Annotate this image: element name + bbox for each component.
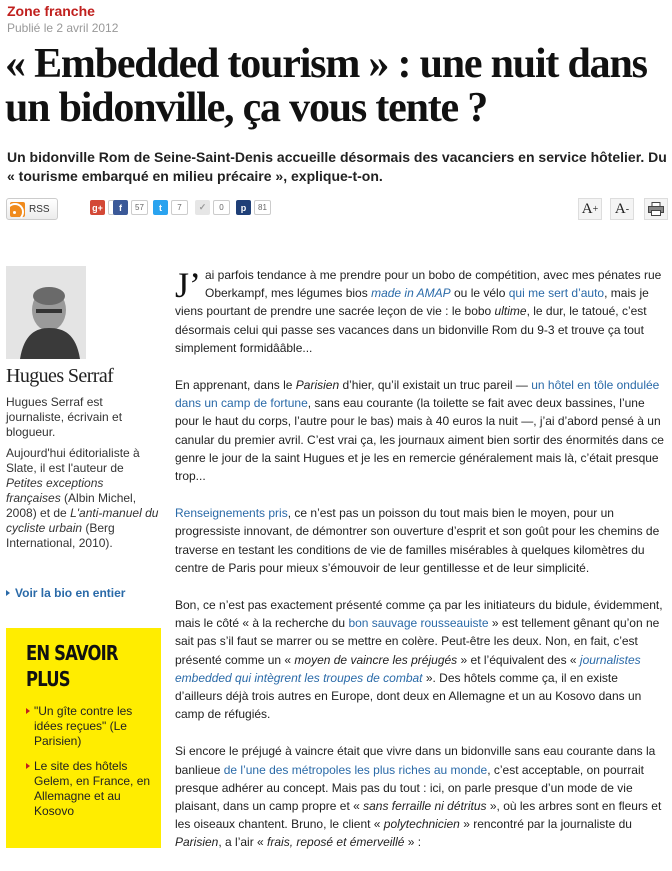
article-paragraph (175, 266, 667, 357)
pinterest-icon: p (236, 200, 251, 215)
font-increase-sign: + (592, 203, 599, 215)
article-text: sans ferraille ni détritus (363, 799, 487, 814)
article-text: » : (404, 835, 422, 850)
print-button[interactable] (644, 198, 668, 220)
font-decrease-label: A (614, 200, 626, 217)
article-link[interactable]: qui me sert d’auto (508, 286, 605, 301)
author-bio-intro: Hugues Serraf est journaliste, écrivain et blogueur. (6, 395, 123, 439)
author-photo (6, 266, 86, 359)
article-text: moyen de vaincre les préjugés (294, 652, 458, 667)
share-facebook[interactable] (113, 200, 148, 215)
font-decrease-sign: - (625, 203, 630, 215)
article-lede: Un bidonville Rom de Seine-Saint-Denis accueille désormais des vacanciers en service hôtelier. Du « tourisme embarqué en milieu précaire », explique-t-on. (7, 149, 667, 184)
font-increase-button[interactable] (578, 198, 602, 220)
book-title: Petites exceptions françaises (6, 476, 104, 505)
article-text: , le dur, le tatoué, c’est désormais celui qui passe ses vacances dans un bidonville Rom du 9-3 et trouve ça tout simplement formidââble... (175, 304, 647, 355)
article-paragraph (175, 742, 667, 851)
article-link[interactable]: Renseignements pris (175, 506, 288, 521)
article-text: frais, reposé et émerveillé (267, 835, 405, 850)
full-bio-link[interactable] (6, 586, 161, 600)
article-paragraph (175, 504, 667, 577)
article-text: d’hier, qu’il existait un truc pareil — (339, 378, 532, 393)
share-check[interactable] (195, 200, 230, 215)
article-link[interactable]: de l’une des métropoles les plus riches au monde (223, 762, 488, 777)
article-text: Parisien (295, 378, 340, 393)
share-count: 7 (171, 200, 188, 215)
article-paragraph (175, 376, 667, 485)
share-pinterest[interactable] (236, 200, 271, 215)
article-text: Parisien (175, 835, 219, 850)
article-link[interactable]: un hôtel en tôle ondulée dans un camp de fortune (175, 378, 660, 411)
article-body (175, 266, 667, 871)
google-plus-icon: g+ (90, 200, 105, 215)
article-text: , mais je viens pourtant de prendre une sacrée leçon de vie : le bobo (175, 286, 649, 319)
learn-more-link[interactable]: "Un gîte contre les idées reçues" (Le Parisien) (26, 704, 151, 749)
article-text: » rencontré par la journaliste du (459, 817, 632, 832)
share-count: 81 (254, 200, 271, 215)
article-paragraph (175, 596, 667, 723)
print-icon (648, 202, 664, 216)
article-text: ». Des hôtels comme ça, il en existe d’ailleurs déjà trois autres en Europe, dont deux en Allemagne et un au Kosovo dans un camp de réfugiés. (175, 670, 642, 722)
twitter-icon: t (153, 200, 168, 215)
learn-more-link[interactable]: Le site des hôtels Gelem, en France, en Allemagne et au Kosovo (26, 759, 151, 819)
author-bio-works (6, 446, 161, 551)
author-bio (6, 395, 161, 551)
rss-label: RSS (29, 203, 50, 215)
share-count: 57 (131, 200, 148, 215)
article-text: ou le vélo (450, 286, 509, 301)
article-text: , sans eau courante (la toilette se fait avec deux bassines, l’une pour le haut du corps, l’autre pour le bas) mais à 40 euros la nuit —, j’ai d’abord pensé à un canular du premier avril. C’est vrai ça, les journaux aiment bien sortir des énormités dans ce genre le jour de la saint Hugues et je les en remercie généralement mais là, c’était presque trop... (175, 396, 664, 484)
share-bar (6, 196, 666, 224)
article-text: Si encore le préjugé à vaincre était que vivre dans un bidonville sans eau courante dans la banlieue (175, 744, 656, 777)
font-increase-label: A (581, 200, 593, 217)
publish-date: Publié le 2 avril 2012 (7, 21, 119, 35)
article-text: ultime (494, 304, 527, 319)
article-text: polytechnicien (383, 817, 460, 832)
facebook-icon: f (113, 200, 128, 215)
learn-more-box (6, 628, 161, 848)
article-text: », où les arbres sont en fleurs et les oiseaux chantent. Bruno, le client « (175, 799, 662, 832)
learn-more-list (26, 704, 151, 819)
article-text: En apprenant, dans le (175, 378, 296, 393)
article-text: , a l’air « (218, 835, 268, 850)
article-link[interactable]: journalistes embedded qui intègrent les troupes de combat (175, 652, 641, 685)
article-headline: « Embedded tourism » : une nuit dans un bidonville, ça vous tente ? (5, 41, 647, 131)
article-link[interactable]: made in AMAP (371, 286, 451, 301)
rss-button[interactable] (6, 198, 58, 220)
section-label[interactable]: Zone franche (7, 3, 95, 19)
full-bio-label: Voir la bio en entier (15, 586, 126, 600)
article-text: Bon, ce n’est pas exactement présenté comme ça par les initiateurs du bidule, évidemment, mais le côté « à la recherche du (175, 598, 663, 631)
article-text: » est tellement gênant qu’on ne sait pas s’il faut se marrer ou se mettre en colère. Peut-être les deux. Non, en fait, c’est présenté comme un « (175, 616, 660, 667)
learn-more-title: EN SAVOIR PLUS (26, 641, 118, 691)
bio-text: Aujourd'hui éditorialiste à Slate, il est l'auteur de (6, 446, 140, 475)
author-name[interactable]: Hugues Serraf (6, 365, 114, 387)
author-sidebar (6, 266, 161, 600)
check-icon: ✓ (195, 200, 210, 215)
book-title: L'anti-manuel du cycliste urbain (6, 506, 159, 535)
arrow-right-icon (6, 590, 10, 596)
drop-cap: J’ (175, 265, 201, 305)
article-link[interactable]: bon sauvage rousseauiste (348, 616, 489, 631)
share-twitter[interactable] (153, 200, 188, 215)
article-text: , c’est acceptable, on pourrait presque adhérer au concept. Mais pas du tout : ici, on parle presque d’un mode de vie plaisant, dans un camp propre et « (175, 762, 644, 814)
share-count: 0 (213, 200, 230, 215)
bio-text: (Berg International, 2010). (6, 521, 115, 550)
article-text: ai parfois tendance à me prendre pour un bobo de compétition, avec mes pénates rue Oberkampf, mes légumes bios (205, 268, 662, 301)
rss-icon (10, 202, 25, 217)
bio-text: (Albin Michel, 2008) et de (6, 491, 137, 520)
font-decrease-button[interactable] (610, 198, 634, 220)
article-text: , ce n’est pas un poisson du tout mais bien le moyen, pour un progressiste innovant, de démontrer son ouverture d’esprit et son goût pour les chemins de traverse en testant les conditions de vie de familles misérables à quelques kilomètres du centre de Paris pour mieux s’émouvoir de leur gentillesse et de leur simplicité. (175, 506, 660, 575)
article-text: » et l’équivalent des « (457, 652, 580, 667)
